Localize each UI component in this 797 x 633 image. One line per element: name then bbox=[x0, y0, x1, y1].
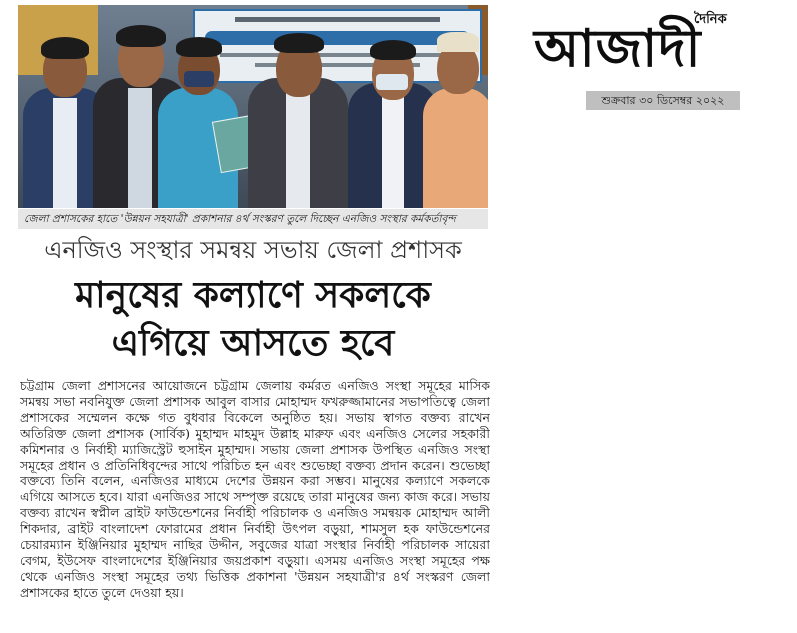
article-headline bbox=[20, 272, 486, 368]
article-kicker: এনজিও সংস্থার সমন্বয় সভায় জেলা প্রশাসক bbox=[44, 236, 462, 264]
person-figure bbox=[423, 28, 488, 208]
person-figure bbox=[248, 33, 348, 208]
photo-caption: জেলা প্রশাসকের হাতে 'উন্নয়ন সহযাত্রী' প্রকাশনার ৪র্থ সংস্করণ তুলে দিচ্ছেন এনজিও সংস্থার কর্মকর্তাবৃন্দ bbox=[18, 209, 488, 229]
headline-line-1: মানুষের কল্যাণে সকলকে bbox=[75, 275, 431, 316]
publication-date: শুক্রবার ৩০ ডিসেম্বর ২০২২ bbox=[586, 91, 740, 110]
newspaper-logo bbox=[534, 10, 794, 80]
newspaper-name-small: দৈনিক bbox=[694, 12, 727, 27]
newspaper-name: আজাদী bbox=[534, 18, 702, 79]
news-photo bbox=[18, 5, 488, 208]
article-body: চট্টগ্রাম জেলা প্রশাসনের আয়োজনে চট্টগ্রাম জেলায় কর্মরত এনজিও সংস্থা সমূহের মাসিক সমন্বয় সভা নবনিযুক্ত জেলা প্রশাসক আবুল বাসার মোহাম্মদ ফখরুজ্জামানের সভাপতিত্বে জেলা প্রশাসকের সম্মেলন কক্ষে গত বুধবার বিকেলে অনুষ্ঠিত হয়। সভায় স্বাগত বক্তব্য রাখেন অতিরিক্ত জেলা প্রশাসক (সার্বিক) মুহাম্মদ মাহমুদ উল্লাহ মারুফ এবং এনজিও সেলের সহকারী কমিশনার ও নির্বাহী ম্যাজিস্ট্রেট হুসাইন মুহাম্মদ। সভায় জেলা প্রশাসক উপস্থিত এনজিও সংস্থা সমূহের প্রধান ও প্রতিনিধিবৃন্দের সাথে পরিচিত হন এবং শুভেচ্ছা বক্তব্য প্রদান করেন। শুভেচ্ছা বক্তব্যে তিনি বলেন, এনজিওর মাধ্যমে দেশের উন্নয়ন করা সম্ভব। মানুষের কল্যাণে সকলকে এগিয়ে আসতে হবে। যারা এনজিওর সাথে সম্পৃক্ত রয়েছে তারা মানুষের জন্য কাজ করে। সভায় বক্তব্য রাখেন স্বপ্নীল ব্রাইট ফাউন্ডেশনের নির্বাহী পরিচালক ও এনজিও সমন্বয়ক মোহাম্মদ আলী শিকদার, ব্রাইট বাংলাদেশ ফোরামের প্রধান নির্বাহী উৎপল বড়ুয়া, শামসুল হক ফাউন্ডেশনের চেয়ারম্যান ইঞ্জিনিয়ার মুহাম্মদ নাছির উদ্দীন, সবুজের যাত্রা সংস্থার নির্বাহী পরিচালক সায়েরা বেগম, ইউসেফ বাংলাদেশের ইঞ্জিনিয়ার জয়প্রকাশ বড়ুয়া। এসময় এনজিও সংস্থা সমূহের পক্ষ থেকে এনজিও সংস্থা সমূহের তথ্য ভিত্তিক প্রকাশনা 'উন্নয়ন সহযাত্রী'র ৪র্থ সংস্করণ জেলা প্রশাসকের হাতে তুলে দেওয়া হয়। bbox=[20, 378, 490, 600]
headline-line-2: এগিয়ে আসতে হবে bbox=[111, 323, 395, 364]
